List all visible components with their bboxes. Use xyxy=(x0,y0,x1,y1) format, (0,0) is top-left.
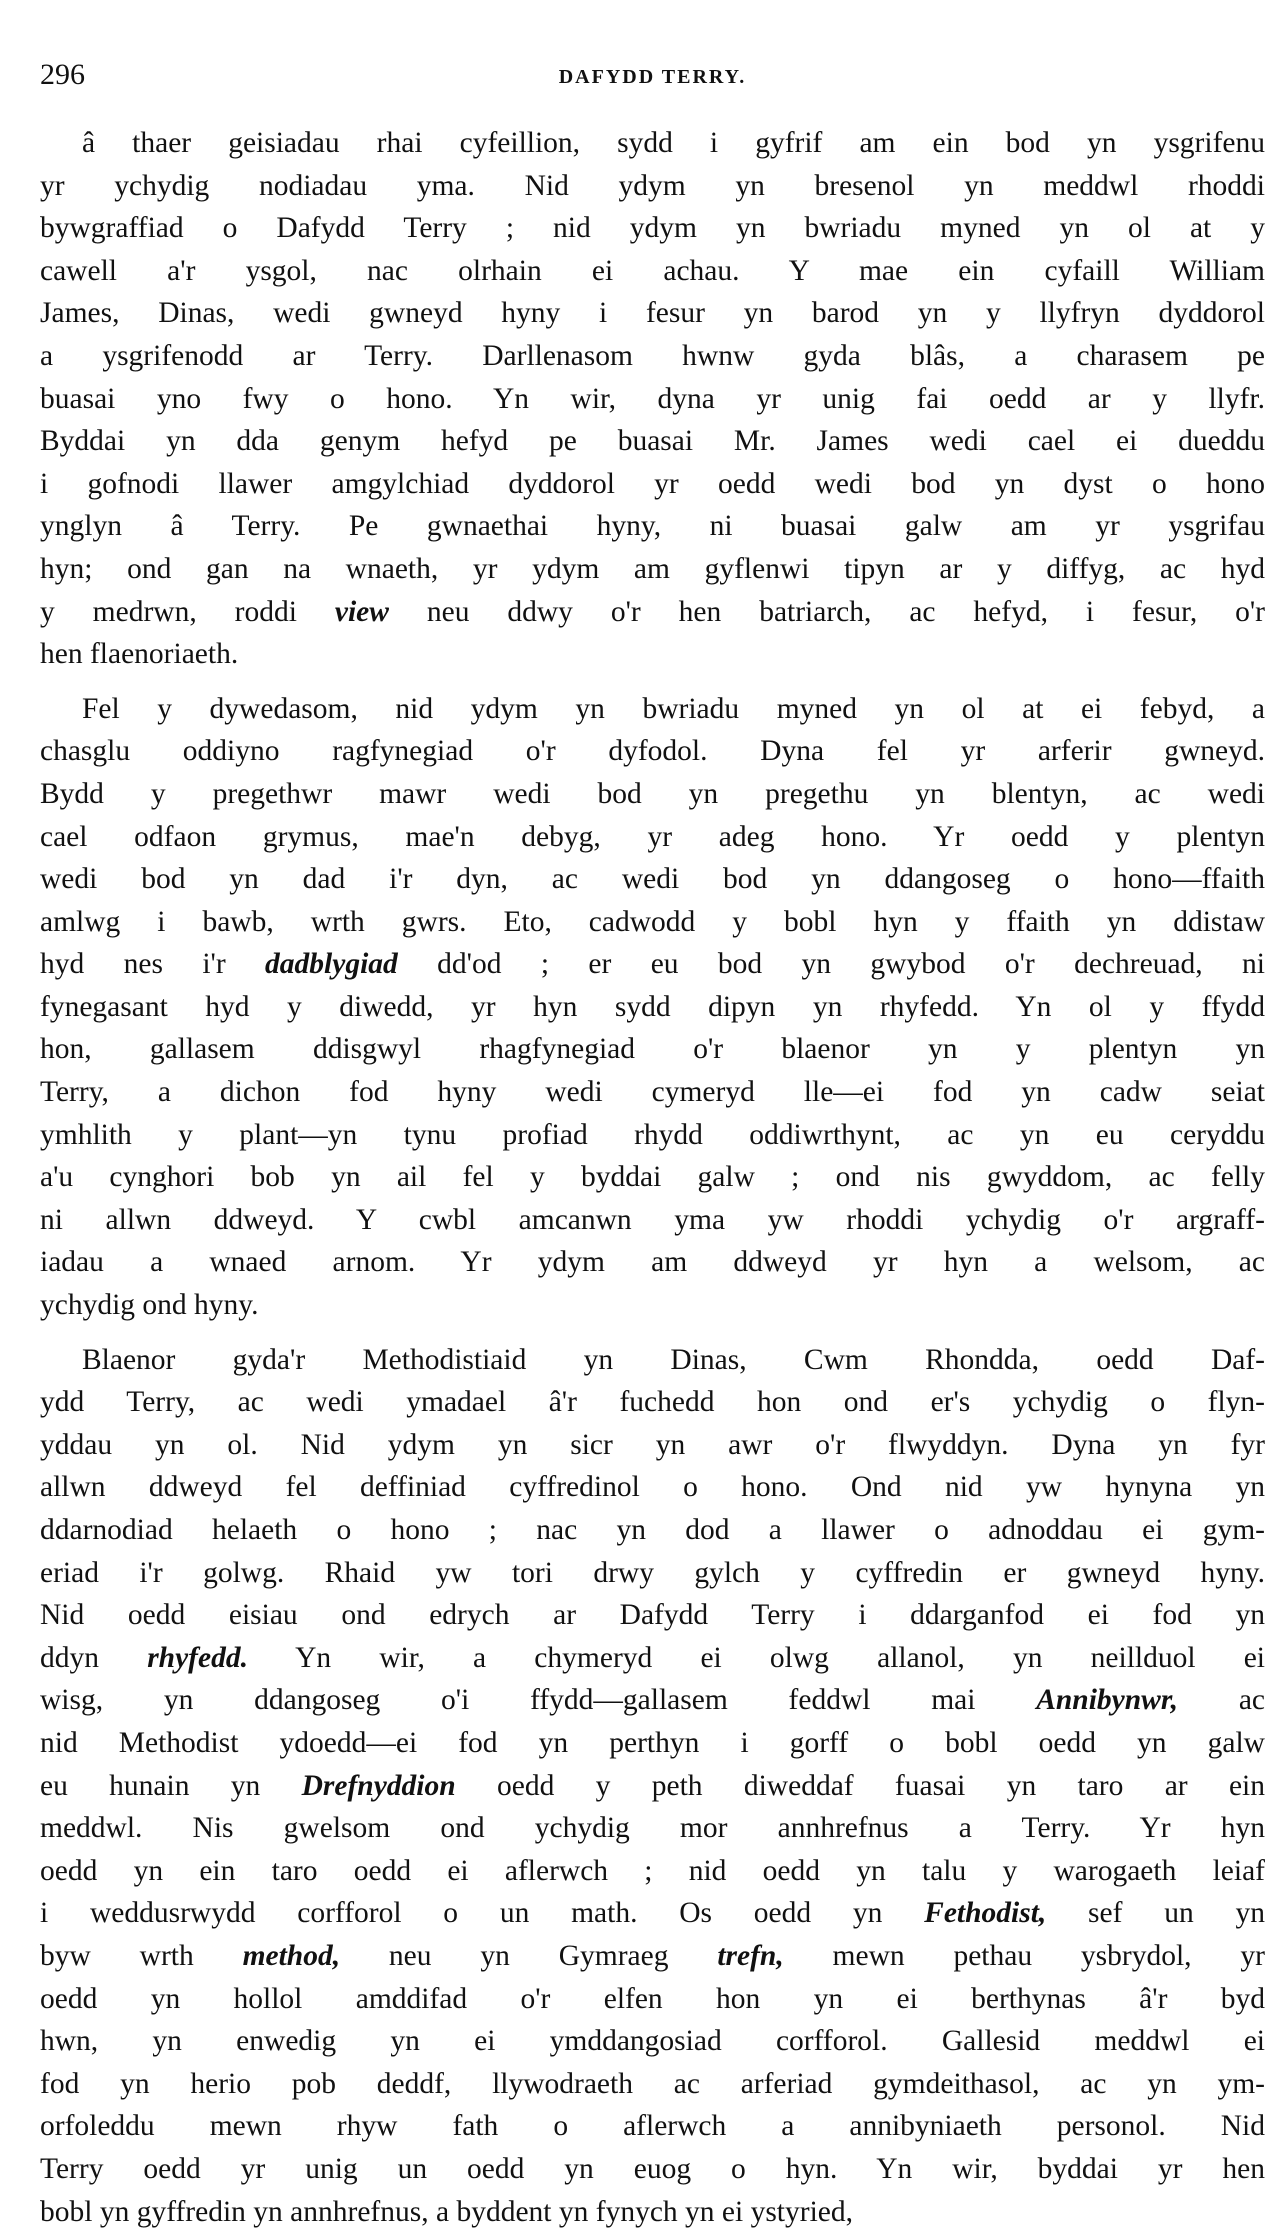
text-line: buasai yno fwy o hono. Yn wir, dyna yr unig fai oedd ar y llyfr. xyxy=(40,378,1265,421)
text-line: nid Methodist ydoedd—ei fod yn perthyn i gorff o bobl oedd yn galw xyxy=(40,1722,1265,1765)
text-line: â thaer geisiadau rhai cyfeillion, sydd i gyfrif am ein bod yn ysgrifenu xyxy=(40,122,1265,165)
body-text xyxy=(40,122,1265,2233)
text-line: ynglyn â Terry. Pe gwnaethai hyny, ni buasai galw am yr ysgrifau xyxy=(40,505,1265,548)
text-line: byw wrth method, neu yn Gymraeg trefn, mewn pethau ysbrydol, yr xyxy=(40,1935,1265,1978)
italic-term: view xyxy=(335,596,389,628)
text-line: Nid oedd eisiau ond edrych ar Dafydd Terry i ddarganfod ei fod yn xyxy=(40,1594,1265,1637)
text-line: wedi bod yn dad i'r dyn, ac wedi bod yn ddangoseg o hono—ffaith xyxy=(40,858,1265,901)
text-line: cael odfaon grymus, mae'n debyg, yr adeg hono. Yr oedd y plentyn xyxy=(40,816,1265,859)
text-line: ni allwn ddweyd. Y cwbl amcanwn yma yw rhoddi ychydig o'r argraff- xyxy=(40,1199,1265,1242)
running-head: DAFYDD TERRY. xyxy=(40,66,1265,89)
text-line: y medrwn, roddi view neu ddwy o'r hen batriarch, ac hefyd, i fesur, o'r xyxy=(40,591,1265,634)
text-line: iadau a wnaed arnom. Yr ydym am ddweyd yr hyn a welsom, ac xyxy=(40,1241,1265,1284)
text-line: ymhlith y plant—yn tynu profiad rhydd oddiwrthynt, ac yn eu ceryddu xyxy=(40,1114,1265,1157)
text-line: ydd Terry, ac wedi ymadael â'r fuchedd hon ond er's ychydig o flyn- xyxy=(40,1381,1265,1424)
text-line: meddwl. Nis gwelsom ond ychydig mor annhrefnus a Terry. Yr hyn xyxy=(40,1807,1265,1850)
text-line: chasglu oddiyno ragfynegiad o'r dyfodol. Dyna fel yr arferir gwneyd. xyxy=(40,730,1265,773)
text-line: hyn; ond gan na wnaeth, yr ydym am gyflenwi tipyn ar y diffyg, ac hyd xyxy=(40,548,1265,591)
text-line: orfoleddu mewn rhyw fath o aflerwch a annibyniaeth personol. Nid xyxy=(40,2105,1265,2148)
text-line: allwn ddweyd fel deffiniad cyffredinol o hono. Ond nid yw hynyna yn xyxy=(40,1466,1265,1509)
text-line: fynegasant hyd y diwedd, yr hyn sydd dipyn yn rhyfedd. Yn ol y ffydd xyxy=(40,986,1265,1029)
text-line: bobl yn gyffredin yn annhrefnus, a byddent yn fynych yn ei ystyried, xyxy=(40,2191,1265,2233)
paragraph xyxy=(40,122,1265,676)
text-line: eriad i'r golwg. Rhaid yw tori drwy gylch y cyffredin er gwneyd hyny. xyxy=(40,1552,1265,1595)
text-line: Blaenor gyda'r Methodistiaid yn Dinas, Cwm Rhondda, oedd Daf- xyxy=(40,1339,1265,1382)
text-line: oedd yn hollol amddifad o'r elfen hon yn ei berthynas â'r byd xyxy=(40,1978,1265,2021)
paragraph xyxy=(40,688,1265,1327)
text-line: ychydig ond hyny. xyxy=(40,1284,1265,1327)
text-line: fod yn herio pob deddf, llywodraeth ac arferiad gymdeithasol, ac yn ym- xyxy=(40,2063,1265,2106)
text-line: hyd nes i'r dadblygiad dd'od ; er eu bod yn gwybod o'r dechreuad, ni xyxy=(40,943,1265,986)
text-line: Terry, a dichon fod hyny wedi cymeryd lle—ei fod yn cadw seiat xyxy=(40,1071,1265,1114)
page-number: 296 xyxy=(40,58,85,92)
text-line: ddyn rhyfedd. Yn wir, a chymeryd ei olwg allanol, yn neillduol ei xyxy=(40,1637,1265,1680)
text-line: Terry oedd yr unig un oedd yn euog o hyn. Yn wir, byddai yr hen xyxy=(40,2148,1265,2191)
text-line: eu hunain yn Drefnyddion oedd y peth diweddaf fuasai yn taro ar ein xyxy=(40,1765,1265,1808)
text-line: a ysgrifenodd ar Terry. Darllenasom hwnw gyda blâs, a charasem pe xyxy=(40,335,1265,378)
text-line: bywgraffiad o Dafydd Terry ; nid ydym yn bwriadu myned yn ol at y xyxy=(40,207,1265,250)
text-line: yddau yn ol. Nid ydym yn sicr yn awr o'r flwyddyn. Dyna yn fyr xyxy=(40,1424,1265,1467)
text-line: yr ychydig nodiadau yma. Nid ydym yn bresenol yn meddwl rhoddi xyxy=(40,165,1265,208)
italic-term: rhyfedd. xyxy=(147,1642,248,1674)
text-line: amlwg i bawb, wrth gwrs. Eto, cadwodd y bobl hyn y ffaith yn ddistaw xyxy=(40,901,1265,944)
text-line: hen flaenoriaeth. xyxy=(40,633,1265,676)
text-line: Byddai yn dda genym hefyd pe buasai Mr. James wedi cael ei dueddu xyxy=(40,420,1265,463)
text-line: i gofnodi llawer amgylchiad dyddorol yr oedd wedi bod yn dyst o hono xyxy=(40,463,1265,506)
text-line: i weddusrwydd corfforol o un math. Os oedd yn Fethodist, sef un yn xyxy=(40,1892,1265,1935)
italic-term: Fethodist, xyxy=(924,1897,1046,1929)
text-line: Bydd y pregethwr mawr wedi bod yn pregethu yn blentyn, ac wedi xyxy=(40,773,1265,816)
page-header xyxy=(40,58,1265,98)
text-line: James, Dinas, wedi gwneyd hyny i fesur yn barod yn y llyfryn dyddorol xyxy=(40,292,1265,335)
text-line: hwn, yn enwedig yn ei ymddangosiad corfforol. Gallesid meddwl ei xyxy=(40,2020,1265,2063)
text-line: wisg, yn ddangoseg o'i ffydd—gallasem feddwl mai Annibynwr, ac xyxy=(40,1679,1265,1722)
text-line: a'u cynghori bob yn ail fel y byddai galw ; ond nis gwyddom, ac felly xyxy=(40,1156,1265,1199)
text-line: Fel y dywedasom, nid ydym yn bwriadu myned yn ol at ei febyd, a xyxy=(40,688,1265,731)
italic-term: method, xyxy=(243,1940,341,1972)
italic-term: dadblygiad xyxy=(265,948,398,980)
italic-term: trefn, xyxy=(717,1940,783,1972)
paragraph xyxy=(40,1339,1265,2233)
text-line: ddarnodiad helaeth o hono ; nac yn dod a llawer o adnoddau ei gym- xyxy=(40,1509,1265,1552)
italic-term: Annibynwr, xyxy=(1036,1684,1178,1716)
italic-term: Drefnyddion xyxy=(302,1770,456,1802)
text-line: cawell a'r ysgol, nac olrhain ei achau. Y mae ein cyfaill William xyxy=(40,250,1265,293)
text-line: hon, gallasem ddisgwyl rhagfynegiad o'r blaenor yn y plentyn yn xyxy=(40,1028,1265,1071)
text-line: oedd yn ein taro oedd ei aflerwch ; nid oedd yn talu y warogaeth leiaf xyxy=(40,1850,1265,1893)
